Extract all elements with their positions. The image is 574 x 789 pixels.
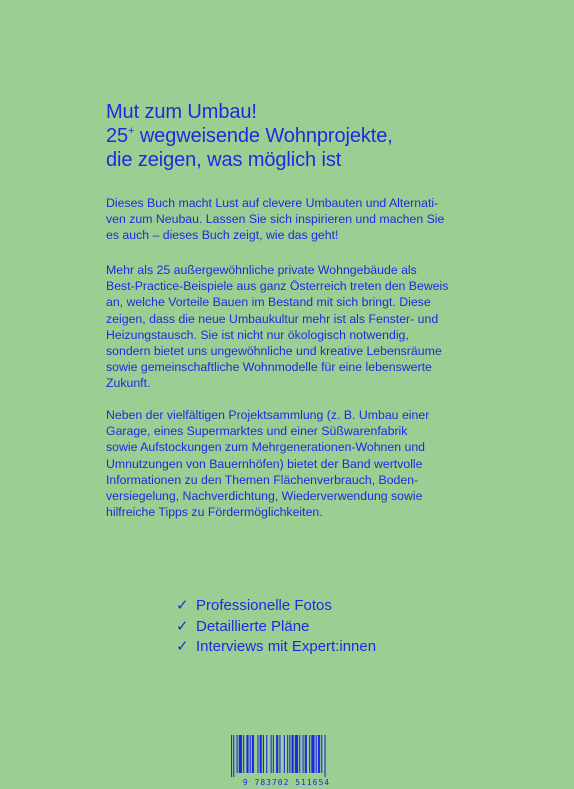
barcode-bar: [325, 735, 326, 777]
paragraph-line: ven zum Neubau. Lassen Sie sich inspirieren und machen Sie: [106, 212, 445, 227]
barcode-bar: [299, 735, 300, 773]
check-icon: ✓: [176, 617, 189, 635]
paragraph-line: versiegelung, Nachverdichtung, Wiederverwendung sowie: [106, 489, 423, 504]
barcode-bar: [318, 735, 320, 773]
feature-label: Detaillierte Pläne: [196, 617, 310, 635]
barcode: [228, 733, 345, 787]
barcode-bar: [263, 735, 264, 773]
barcode-bar: [243, 735, 244, 773]
projects-paragraph: [106, 262, 506, 392]
paragraph-line: Garage, eines Supermarktes und einer Süßwarenfabrik: [106, 424, 408, 439]
paragraph-line: sondern bietet uns ungewöhnliche und kreative Lebensräume: [106, 344, 442, 359]
barcode-bar: [287, 735, 288, 773]
paragraph-line: zeigen, dass die neue Umbaukultur mehr ist als Fenster- und: [106, 311, 439, 326]
barcode-bar: [321, 735, 322, 773]
headline-count: 25: [106, 125, 129, 147]
headline-line-1: Mut zum Umbau!: [106, 101, 257, 123]
barcode-bar: [284, 735, 285, 773]
barcode-bar: [311, 735, 314, 773]
barcode-bar: [289, 735, 290, 773]
paragraph-line: Informationen zu den Themen Flächenverbrauch, Boden-: [106, 472, 419, 487]
paragraph-line: Zukunft.: [106, 376, 151, 391]
barcode-bar: [295, 735, 298, 773]
feature-label: Interviews mit Expert:innen: [196, 638, 377, 655]
check-icon: ✓: [176, 597, 189, 614]
paragraph-line: Best-Practice-Beispiele aus ganz Österreich treten den Beweis: [106, 279, 449, 294]
paragraph-line: sowie Aufstockungen zum Mehrgenerationen-Wohnen und: [106, 440, 426, 455]
barcode-bar: [305, 735, 307, 773]
paragraph-line: Dieses Buch macht Lust auf clevere Umbauten und Alternati-: [106, 196, 439, 210]
isbn-number: 9 783702 511654: [242, 778, 331, 787]
barcode-bar: [271, 735, 272, 773]
feature-item: [176, 637, 376, 658]
paragraph-line: an, welche Vorteile Bauen im Bestand mit sich bringt. Diese: [106, 295, 431, 310]
feature-item: [176, 596, 376, 617]
headline-count-plus: +: [128, 125, 135, 137]
barcode-bar: [246, 735, 248, 773]
barcode-bar: [276, 735, 278, 773]
barcode-bar: [316, 735, 317, 773]
collection-paragraph: [106, 407, 506, 520]
barcode-bar: [239, 735, 242, 773]
headline-line-2-rest: wegweisende Wohnprojekte,: [134, 125, 393, 147]
intro-paragraph: [106, 195, 506, 244]
barcode-bar: [250, 735, 251, 773]
paragraph-line: sowie gemeinschaftliche Wohnmodelle für eine lebenswerte: [106, 360, 432, 375]
barcode-bar: [233, 735, 234, 777]
barcode-bar: [279, 735, 280, 773]
barcode-bar: [309, 735, 310, 773]
check-icon: ✓: [176, 638, 189, 655]
barcode-bar: [260, 735, 262, 773]
barcode-bar: [266, 735, 267, 773]
barcode-bar: [273, 735, 274, 773]
paragraph-line: Umnutzungen von Bauernhöfen) bietet der Band wertvolle: [106, 456, 423, 471]
paragraph-line: Mehr als 25 außergewöhnliche private Wohngebäude als: [106, 263, 417, 277]
barcode-bars-icon: [228, 733, 345, 777]
feature-list: [176, 596, 376, 658]
headline-line-3: die zeigen, was möglich ist: [106, 149, 342, 171]
barcode-bar: [292, 735, 294, 773]
feature-label: Professionelle Fotos: [196, 597, 332, 614]
feature-item: [176, 617, 376, 638]
paragraph-line: Heizungstausch. Sie ist nicht nur ökologisch notwendig,: [106, 327, 409, 342]
barcode-bar: [237, 735, 238, 773]
paragraph-line: Neben der vielfältigen Projektsammlung (z. B. Umbau einer: [106, 408, 430, 422]
headline-line-2: [106, 124, 546, 148]
barcode-bar: [303, 735, 304, 773]
paragraph-line: es auch – dieses Buch zeigt, wie das geht!: [106, 228, 339, 243]
barcode-bar: [231, 735, 232, 777]
barcode-bar: [252, 735, 254, 773]
paragraph-line: hilfreiche Tipps zu Fördermöglichkeiten.: [106, 505, 323, 520]
barcode-bar: [257, 735, 258, 773]
headline: [106, 100, 546, 172]
